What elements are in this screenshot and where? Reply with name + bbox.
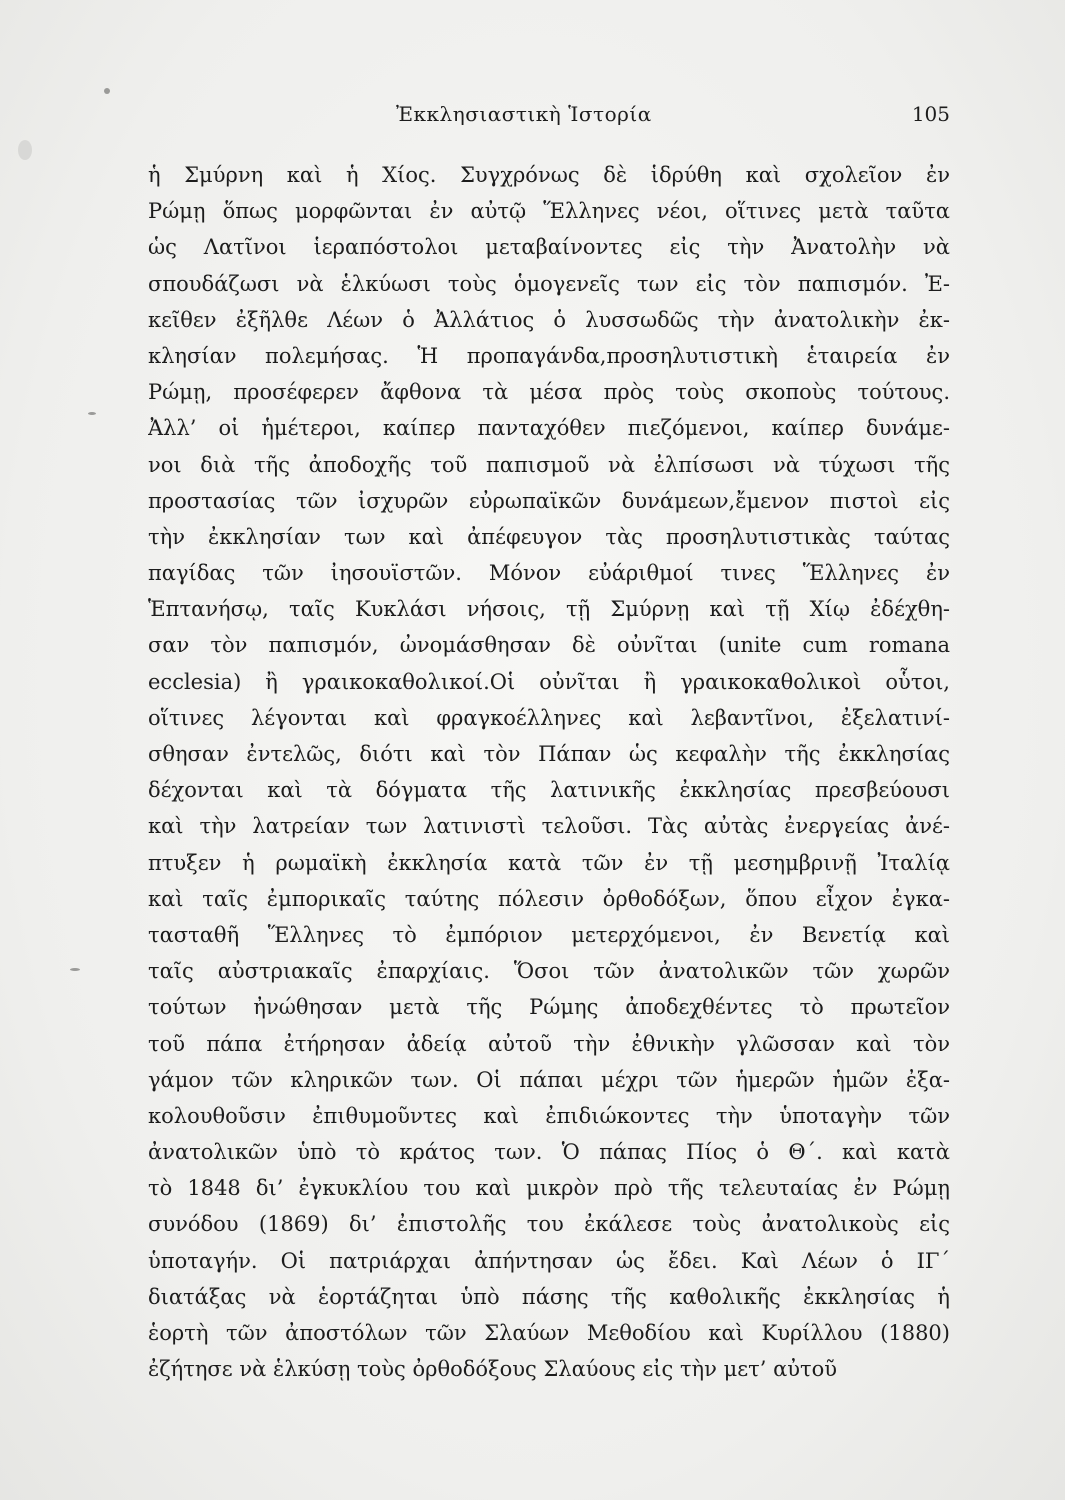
text-line: ταῖς αὐστριακαῖς ἐπαρχίαις. Ὅσοι τῶν ἀνατολικῶν τῶν χωρῶν (148, 959, 950, 984)
text-line: σθησαν ἐντελῶς, διότι καὶ τὸν Πάπαν ὡς κεφαλὴν τῆς ἐκκλησίας (148, 742, 950, 766)
text-line: ecclesia) ἢ γραικοκαθολικοί.Οἱ οὐνῖται ἢ γραικοκαθολικοὶ οὗτοι, (148, 669, 950, 694)
text-line: ἡ Σμύρνη καὶ ἡ Χίος. Συγχρόνως δὲ ἱδρύθη καὶ σχολεῖον ἐν (148, 163, 950, 187)
text-line: Ἑπτανήσῳ, ταῖς Κυκλάσι νήσοις, τῇ Σμύρνῃ καὶ τῇ Χίῳ ἐδέχθη- (148, 597, 950, 622)
text-line: γάμον τῶν κληρικῶν των. Οἱ πάπαι μέχρι τῶν ἡμερῶν ἡμῶν ἐξα- (148, 1067, 950, 1092)
text-line: καὶ ταῖς ἐμπορικαῖς ταύτης πόλεσιν ὀρθοδόξων, ὅπου εἶχον ἐγκα- (148, 886, 950, 911)
text-line: δέχονται καὶ τὰ δόγματα τῆς λατινικῆς ἐκκλησίας πρεσβεύουσι (148, 778, 950, 803)
running-title: Ἐκκλησιαστικὴ Ἱστορία (396, 102, 652, 126)
paper-speck (70, 968, 80, 971)
text-line: κεῖθεν ἐξῆλθε Λέων ὁ Ἀλλάτιος ὁ λυσσωδῶς τὴν ἀνατολικὴν ἐκ- (148, 307, 950, 332)
text-line: ἀνατολικῶν ὑπὸ τὸ κράτος των. Ὁ πάπας Πίος ὁ Θ΄. καὶ κατὰ (148, 1140, 950, 1165)
text-line: καὶ τὴν λατρείαν των λατινιστὶ τελοῦσι. Τὰς αὐτὰς ἐνεργείας ἀνέ- (148, 814, 950, 839)
text-line: προστασίας τῶν ἰσχυρῶν εὐρωπαϊκῶν δυνάμεων,ἔμενον πιστοὶ εἰς (148, 488, 950, 513)
text-line: τὴν ἐκκλησίαν των καὶ ἀπέφευγον τὰς προσηλυτιστικὰς ταύτας (148, 524, 950, 549)
text-line: τούτων ἠνώθησαν μετὰ τῆς Ρώμης ἀποδεχθέντες τὸ πρωτεῖον (148, 995, 950, 1020)
text-line: Ρώμῃ ὅπως μορφῶνται ἐν αὐτῷ Ἕλληνες νέοι, οἵτινες μετὰ ταῦτα (148, 199, 950, 224)
text-line: οἵτινες λέγονται καὶ φραγκοέλληνες καὶ λεβαντῖνοι, ἐξελατινί- (148, 705, 950, 730)
text-line: ἐζήτησε νὰ ἑλκύσῃ τοὺς ὀρθοδόξους Σλαύους εἰς τὴν μετ’ αὐτοῦ (148, 1357, 838, 1382)
text-line: τασταθῆ Ἕλληνες τὸ ἐμπόριον μετερχόμενοι, ἐν Βενετίᾳ καὶ (148, 922, 950, 947)
text-line: σαν τὸν παπισμόν, ὠνομάσθησαν δὲ οὐνῖται (unite cum romana (148, 633, 950, 658)
text-line: ἑορτὴ τῶν ἀποστόλων τῶν Σλαύων Μεθοδίου καὶ Κυρίλλου (1880) (148, 1321, 950, 1345)
page-number: 105 (911, 102, 950, 126)
text-line: συνόδου (1869) δι’ ἐπιστολῆς του ἐκάλεσε τοὺς ἀνατολικοὺς εἰς (148, 1212, 950, 1237)
text-line: Ἀλλ’ οἱ ἡμέτεροι, καίπερ πανταχόθεν πιεζόμενοι, καίπερ δυνάμε- (148, 416, 950, 441)
text-line: τοῦ πάπα ἐτήρησαν ἀδείᾳ αὐτοῦ τὴν ἐθνικὴν γλῶσσαν καὶ τὸν (148, 1031, 950, 1056)
text-line: Ρώμῃ, προσέφερεν ἄφθονα τὰ μέσα πρὸς τοὺς σκοποὺς τούτους. (148, 380, 950, 405)
body-text (148, 157, 950, 1387)
paper-speck (18, 140, 32, 160)
page-header (150, 102, 950, 132)
text-line: σπουδάζωσι νὰ ἑλκύωσι τοὺς ὁμογενεῖς των εἰς τὸν παπισμόν. Ἐ- (148, 271, 950, 296)
text-line: νοι διὰ τῆς ἀποδοχῆς τοῦ παπισμοῦ νὰ ἐλπίσωσι νὰ τύχωσι τῆς (148, 452, 950, 477)
paper-speck (88, 412, 96, 415)
paper-speck (104, 88, 110, 94)
text-line: διατάξας νὰ ἑορτάζηται ὑπὸ πάσης τῆς καθολικῆς ἐκκλησίας ἡ (148, 1284, 950, 1309)
text-line: ὡς Λατῖνοι ἱεραπόστολοι μεταβαίνοντες εἰς τὴν Ἀνατολὴν νὰ (148, 235, 950, 260)
text-line: ὑποταγήν. Οἱ πατριάρχαι ἀπήντησαν ὡς ἔδει. Καὶ Λέων ὁ ΙΓ΄ (148, 1248, 950, 1273)
text-line: κολουθοῦσιν ἐπιθυμοῦντες καὶ ἐπιδιώκοντες τὴν ὑποταγὴν τῶν (148, 1103, 950, 1128)
text-line: πτυξεν ἡ ρωμαϊκὴ ἐκκλησία κατὰ τῶν ἐν τῇ μεσημβρινῇ Ἰταλίᾳ (148, 850, 950, 875)
text-line: παγίδας τῶν ἰησουϊστῶν. Μόνον εὐάριθμοί τινες Ἕλληνες ἐν (148, 561, 950, 586)
text-line: τὸ 1848 δι’ ἐγκυκλίου του καὶ μικρὸν πρὸ τῆς τελευταίας ἐν Ρώμῃ (148, 1176, 950, 1201)
text-line: κλησίαν πολεμήσας. Ἡ προπαγάνδα,προσηλυτιστικὴ ἑταιρεία ἐν (148, 343, 950, 368)
